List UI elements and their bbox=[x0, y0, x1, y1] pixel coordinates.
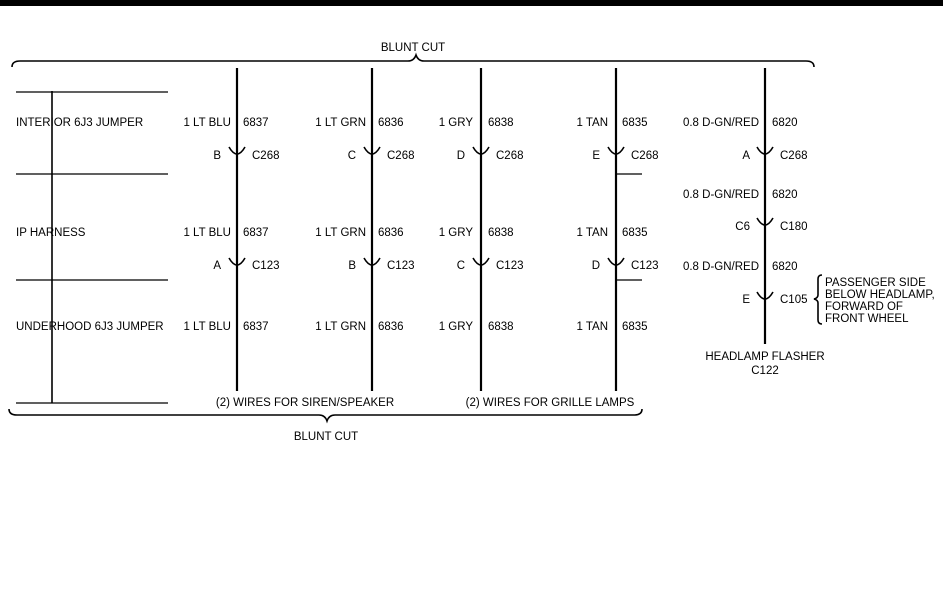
connector-name: C268 bbox=[780, 150, 808, 162]
circuit-number: 6820 bbox=[772, 261, 798, 273]
connector-name: C123 bbox=[252, 260, 280, 272]
connector-cavity: B bbox=[213, 150, 221, 162]
connector-cavity: B bbox=[348, 260, 356, 272]
connector-cavity: A bbox=[742, 150, 750, 162]
wire-size-label: 0.8 D-GN/RED bbox=[682, 117, 759, 129]
circuit-number: 6837 bbox=[243, 227, 269, 239]
connector-cavity: C bbox=[347, 150, 356, 162]
wire-6820 bbox=[683, 68, 935, 377]
connector-name: C123 bbox=[631, 260, 659, 272]
bottom-brace bbox=[9, 409, 642, 421]
wire-size-label: 0.8 D-GN/RED bbox=[682, 261, 759, 273]
connector-cavity: C6 bbox=[735, 221, 750, 233]
wire-size-label: 1 LT BLU bbox=[183, 117, 231, 129]
connector-name: C268 bbox=[631, 150, 659, 162]
connector-cavity: E bbox=[592, 150, 600, 162]
connector-name: C268 bbox=[252, 150, 280, 162]
circuit-number: 6838 bbox=[488, 321, 514, 333]
harness-label-ip: IP HARNESS bbox=[16, 227, 86, 239]
location-note-line: BELOW HEADLAMP, bbox=[825, 289, 935, 301]
wire-6837 bbox=[183, 68, 279, 391]
bottom-brace-label: BLUNT CUT bbox=[293, 431, 359, 443]
harness-label-underhood: UNDERHOOD 6J3 JUMPER bbox=[16, 321, 164, 333]
location-note-line: FORWARD OF bbox=[825, 301, 903, 313]
wire-6836 bbox=[315, 68, 414, 391]
circuit-number: 6837 bbox=[243, 117, 269, 129]
location-note-line: PASSENGER SIDE bbox=[825, 277, 926, 289]
connector-name: C268 bbox=[496, 150, 524, 162]
circuit-number: 6820 bbox=[772, 117, 798, 129]
harness-ladder bbox=[16, 91, 642, 403]
circuit-number: 6838 bbox=[488, 117, 514, 129]
connector-cavity: A bbox=[213, 260, 221, 272]
circuit-number: 6835 bbox=[622, 117, 648, 129]
circuit-number: 6836 bbox=[378, 117, 404, 129]
location-note-line: FRONT WHEEL bbox=[825, 313, 909, 325]
connector-name: C180 bbox=[780, 221, 808, 233]
top-border-bar bbox=[0, 0, 943, 6]
wire-size-label: 1 LT GRN bbox=[315, 227, 366, 239]
top-brace-label: BLUNT CUT bbox=[380, 42, 446, 54]
headlamp-flasher-connector: C122 bbox=[751, 365, 779, 377]
top-brace bbox=[12, 55, 814, 67]
wire-size-label: 1 GRY bbox=[438, 227, 473, 239]
connector-cavity: D bbox=[456, 150, 465, 162]
wire-size-label: 1 LT BLU bbox=[183, 321, 231, 333]
wire-6835 bbox=[576, 68, 658, 391]
wire-size-label: 1 LT GRN bbox=[315, 321, 366, 333]
circuit-number: 6835 bbox=[622, 321, 648, 333]
wire-size-label: 1 GRY bbox=[438, 321, 473, 333]
siren-speaker-note: (2) WIRES FOR SIREN/SPEAKER bbox=[215, 397, 395, 409]
wire-size-label: 1 TAN bbox=[576, 227, 608, 239]
harness-label-interior: INTERIOR 6J3 JUMPER bbox=[16, 117, 144, 129]
wire-size-label: 1 GRY bbox=[438, 117, 473, 129]
connector-name: C105 bbox=[780, 294, 808, 306]
wire-size-label: 1 LT BLU bbox=[183, 227, 231, 239]
wire-size-label: 0.8 D-GN/RED bbox=[682, 189, 759, 201]
wire-size-label: 1 TAN bbox=[576, 321, 608, 333]
connector-cavity: C bbox=[456, 260, 465, 272]
location-bracket bbox=[814, 275, 822, 324]
circuit-number: 6838 bbox=[488, 227, 514, 239]
circuit-number: 6836 bbox=[378, 227, 404, 239]
connector-name: C123 bbox=[387, 260, 415, 272]
wire-size-label: 1 LT GRN bbox=[315, 117, 366, 129]
circuit-number: 6820 bbox=[772, 189, 798, 201]
wire-size-label: 1 TAN bbox=[576, 117, 608, 129]
connector-cavity: D bbox=[591, 260, 600, 272]
headlamp-flasher-label: HEADLAMP FLASHER bbox=[705, 351, 825, 363]
connector-name: C123 bbox=[496, 260, 524, 272]
circuit-number: 6836 bbox=[378, 321, 404, 333]
connector-name: C268 bbox=[387, 150, 415, 162]
circuit-number: 6837 bbox=[243, 321, 269, 333]
grille-lamps-note: (2) WIRES FOR GRILLE LAMPS bbox=[465, 397, 635, 409]
wire-6838 bbox=[439, 68, 524, 391]
connector-cavity: E bbox=[742, 294, 750, 306]
circuit-number: 6835 bbox=[622, 227, 648, 239]
